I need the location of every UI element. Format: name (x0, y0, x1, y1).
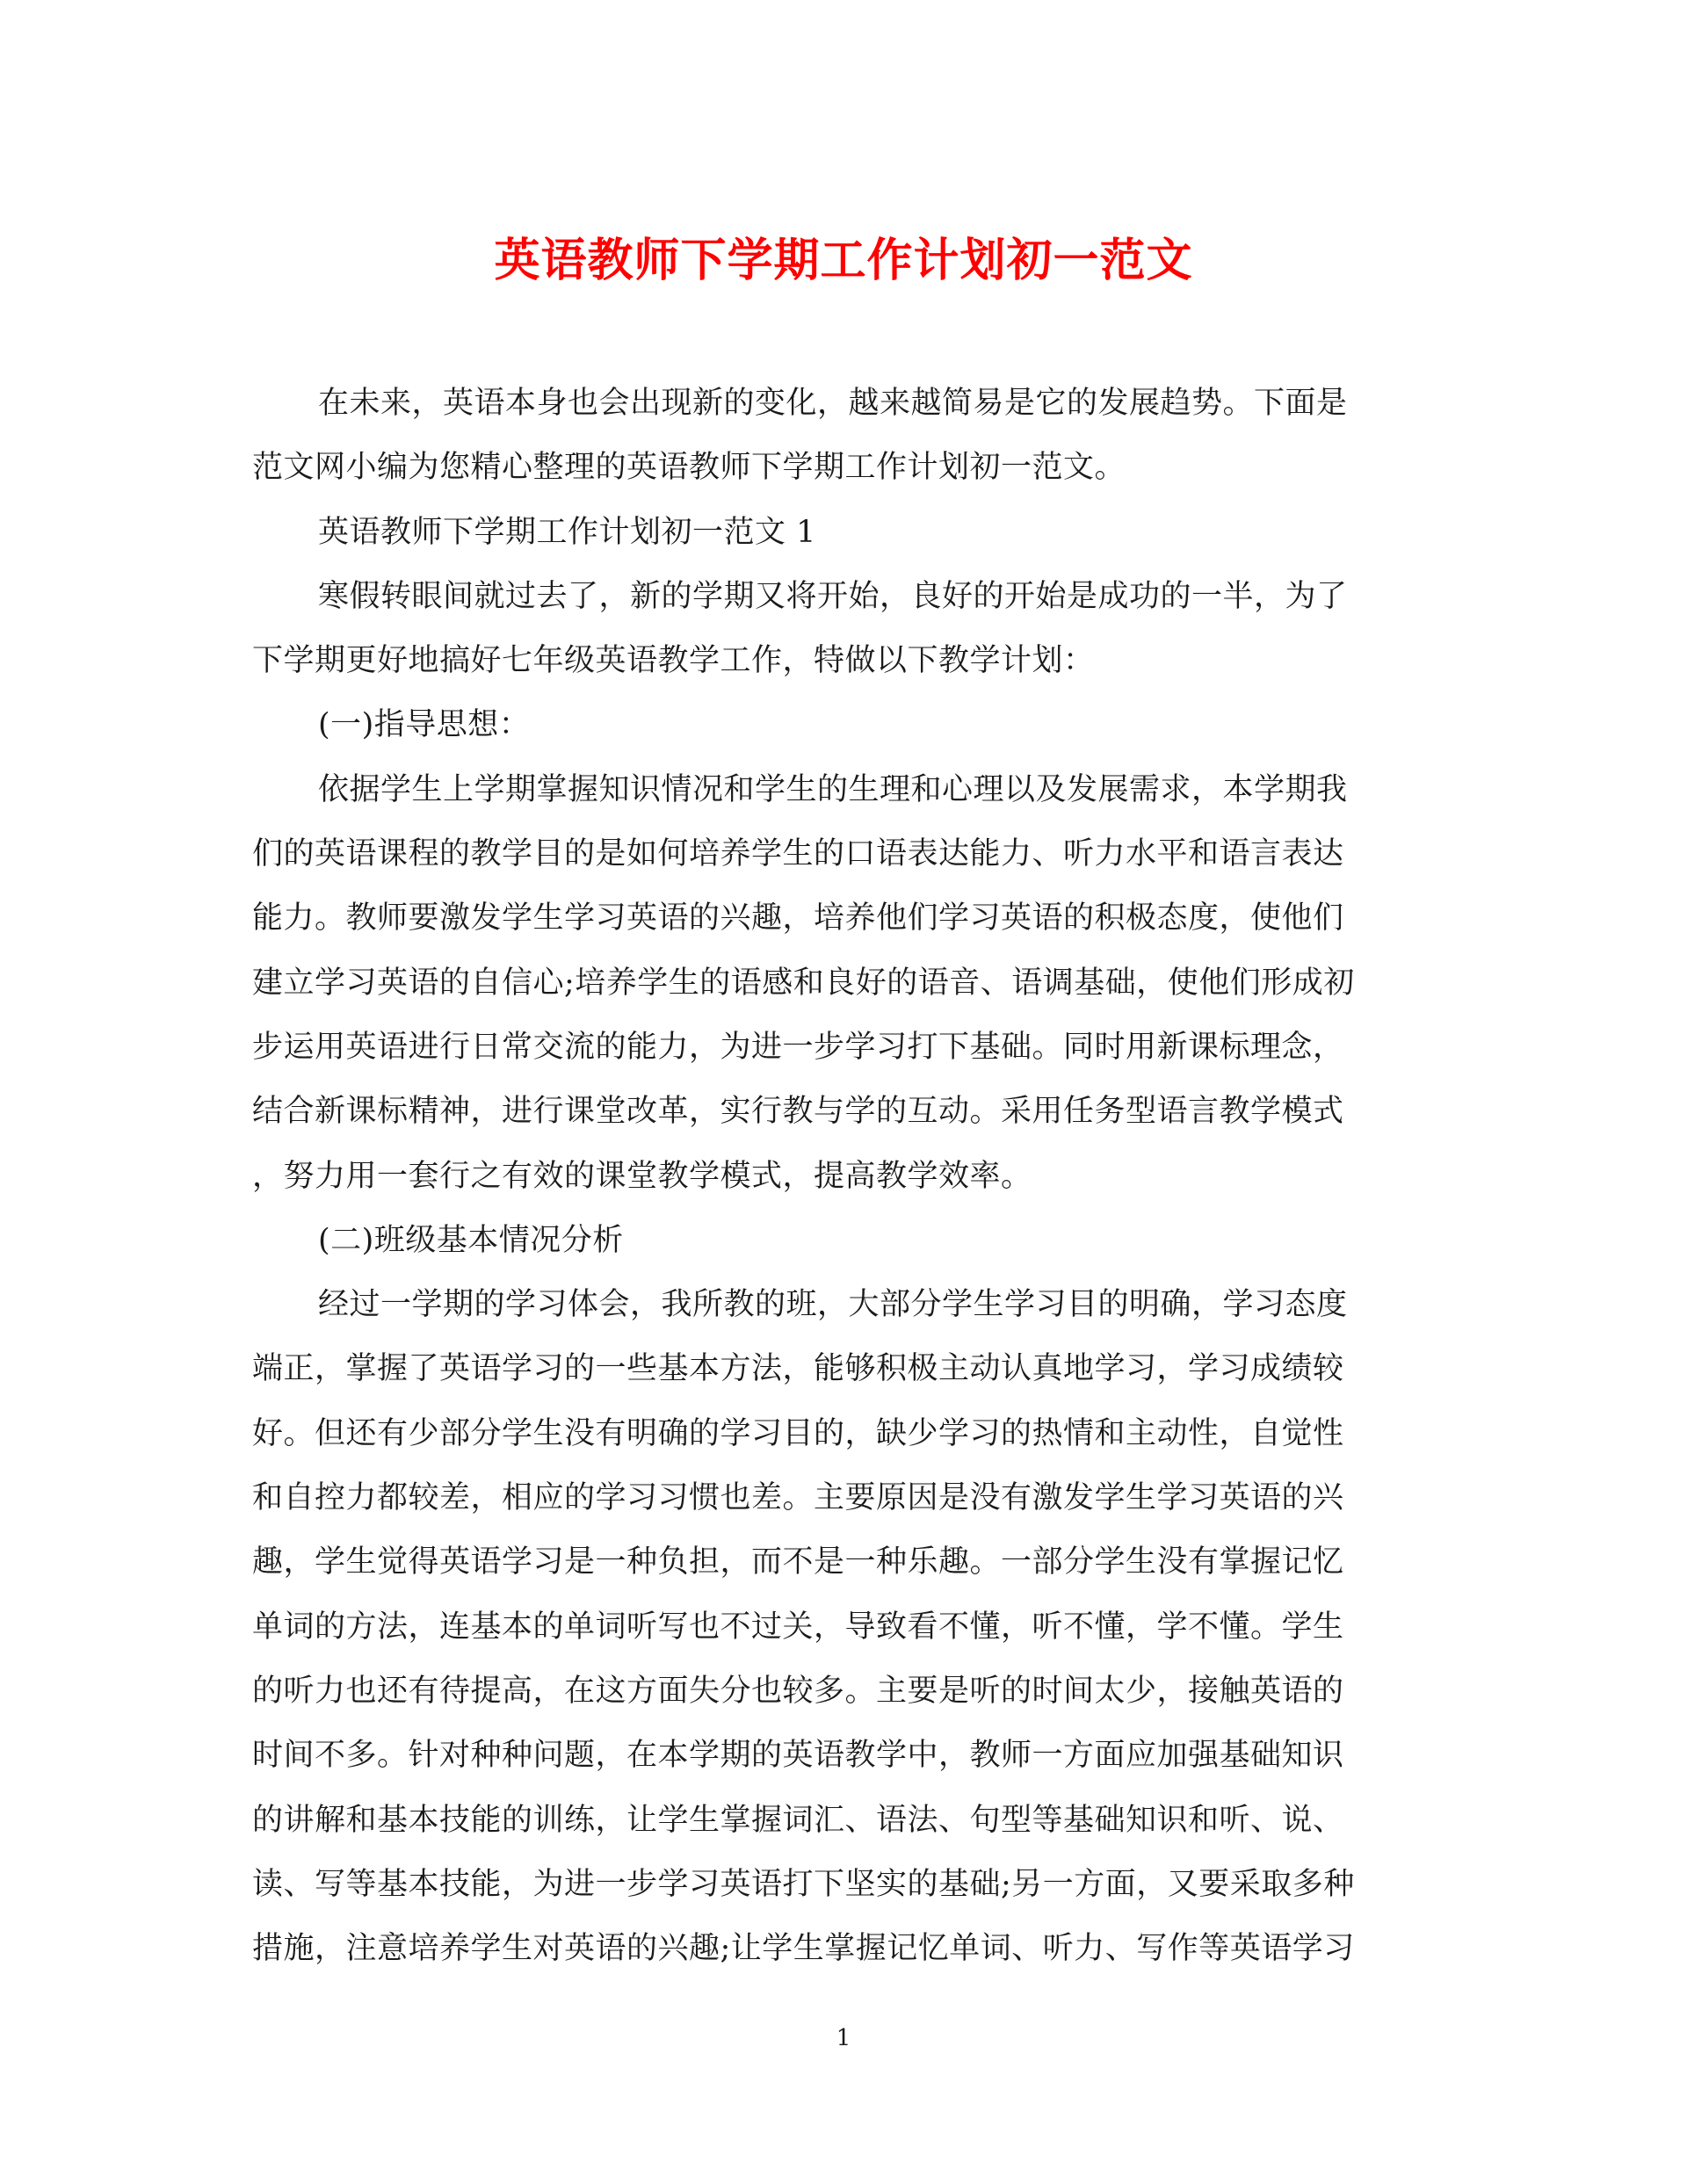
paragraph-line: 能力。教师要激发学生学习英语的兴趣，培养他们学习英语的积极态度，使他们 (252, 900, 1344, 937)
paragraph-line: 读、写等基本技能，为进一步学习英语打下坚实的基础;另一方面，又要采取多种 (252, 1866, 1355, 1902)
paragraph-line: 经过一学期的学习体会，我所教的班，大部分学生学习目的明确，学习态度 (318, 1287, 1348, 1323)
paragraph-line: 下学期更好地搞好七年级英语教学工作，特做以下教学计划： (252, 643, 1095, 679)
paragraph-line: 单词的方法，连基本的单词听写也不过关，导致看不懂，听不懂，学不懂。学生 (252, 1609, 1344, 1645)
document-title: 英语教师下学期工作计划初一范文 (494, 235, 1193, 287)
paragraph-line: 依据学生上学期掌握知识情况和学生的生理和心理以及发展需求，本学期我 (318, 771, 1348, 807)
paragraph-line: 的听力也还有待提高，在这方面失分也较多。主要是听的时间太少，接触英语的 (252, 1673, 1344, 1709)
paragraph-line: 趣，学生觉得英语学习是一种负担，而不是一种乐趣。一部分学生没有掌握记忆 (252, 1544, 1344, 1580)
page-number: 1 (836, 2025, 851, 2051)
paragraph-line: 的讲解和基本技能的训练，让学生掌握词汇、语法、句型等基础知识和听、说、 (252, 1802, 1344, 1838)
section-heading: (一)指导思想： (318, 707, 531, 743)
paragraph-line: 建立学习英语的自信心;培养学生的语感和良好的语音、语调基础，使他们形成初 (252, 965, 1355, 1001)
paragraph-line: 端正，掌握了英语学习的一些基本方法，能够积极主动认真地学习，学习成绩较 (252, 1351, 1344, 1387)
paragraph-line: 寒假转眼间就过去了，新的学期又将开始，良好的开始是成功的一半，为了 (318, 578, 1348, 614)
paragraph-line: 和自控力都较差，相应的学习习惯也差。主要原因是没有激发学生学习英语的兴 (252, 1480, 1344, 1516)
paragraph-line: 在未来，英语本身也会出现新的变化，越来越简易是它的发展趋势。下面是 (318, 386, 1348, 421)
section-heading: 英语教师下学期工作计划初一范文 1 (318, 514, 816, 550)
paragraph-line: ，努力用一套行之有效的课堂教学模式，提高教学效率。 (252, 1158, 1032, 1194)
paragraph-line: 时间不多。针对种种问题，在本学期的英语教学中，教师一方面应加强基础知识 (252, 1738, 1344, 1774)
section-heading: (二)班级基本情况分析 (318, 1222, 624, 1258)
paragraph-line: 们的英语课程的教学目的是如何培养学生的口语表达能力、听力水平和语言表达 (252, 836, 1344, 872)
document-body (252, 372, 1438, 1981)
paragraph-line: 结合新课标精神，进行课堂改革，实行教与学的互动。采用任务型语言教学模式 (252, 1094, 1344, 1130)
paragraph-line: 措施，注意培养学生对英语的兴趣;让学生掌握记忆单词、听力、写作等英语学习 (252, 1931, 1355, 1967)
paragraph-line: 好。但还有少部分学生没有明确的学习目的，缺少学习的热情和主动性，自觉性 (252, 1415, 1344, 1451)
paragraph-line: 范文网小编为您精心整理的英语教师下学期工作计划初一范文。 (252, 450, 1126, 486)
paragraph-line: 步运用英语进行日常交流的能力，为进一步学习打下基础。同时用新课标理念， (252, 1029, 1344, 1065)
